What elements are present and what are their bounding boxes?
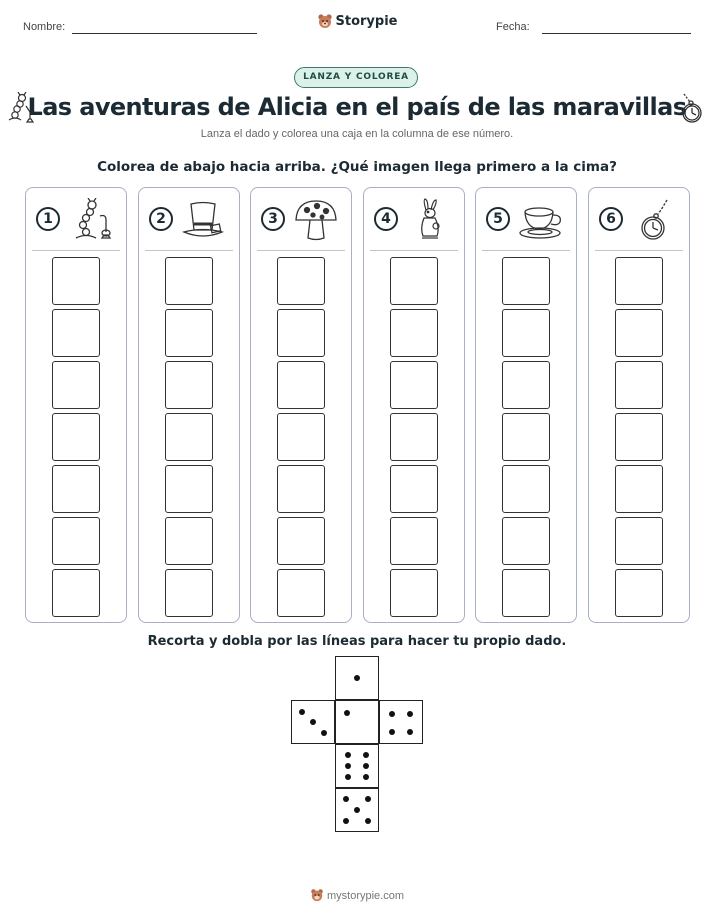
color-box[interactable] [502, 309, 550, 357]
pip [363, 752, 369, 758]
color-box[interactable] [52, 413, 100, 461]
brand-logo [0, 13, 714, 33]
column-number: 4 [374, 207, 398, 231]
column-number: 3 [261, 207, 285, 231]
footer [0, 888, 714, 905]
die-face-4 [379, 700, 423, 744]
subtitle: Lanza el dado y colorea una caja en la columna de ese número. [200, 128, 514, 140]
color-box[interactable] [615, 309, 663, 357]
cut-instruction: Recorta y dobla por las líneas para hacer tu propio dado. [147, 634, 567, 649]
color-box[interactable] [502, 569, 550, 617]
column-divider [145, 250, 233, 251]
column-number: 5 [486, 207, 510, 231]
pocket-watch-icon [631, 198, 677, 242]
top-hat-icon [181, 198, 227, 242]
color-box[interactable] [277, 361, 325, 409]
name-line[interactable] [72, 33, 257, 34]
color-box[interactable] [277, 569, 325, 617]
column-number: 1 [36, 207, 60, 231]
color-box[interactable] [390, 569, 438, 617]
name-label: Nombre: [23, 21, 66, 33]
color-box[interactable] [390, 309, 438, 357]
die-face-5 [335, 788, 379, 832]
column-divider [595, 250, 683, 251]
column-5 [475, 187, 577, 623]
pip [363, 763, 369, 769]
pip [321, 730, 327, 736]
die-face-3 [291, 700, 335, 744]
color-box[interactable] [502, 413, 550, 461]
caterpillar-hookah-icon [68, 198, 114, 242]
color-box[interactable] [165, 517, 213, 565]
color-box[interactable] [165, 309, 213, 357]
color-box[interactable] [165, 465, 213, 513]
pip [310, 719, 316, 725]
color-box[interactable] [277, 517, 325, 565]
color-box[interactable] [502, 465, 550, 513]
instruction: Colorea de abajo hacia arriba. ¿Qué imagen llega primero a la cima? [97, 159, 617, 175]
pip [407, 729, 413, 735]
column-divider [482, 250, 570, 251]
color-box[interactable] [165, 361, 213, 409]
color-box[interactable] [615, 413, 663, 461]
pip [343, 818, 349, 824]
color-box[interactable] [390, 465, 438, 513]
pip [345, 774, 351, 780]
pip [343, 796, 349, 802]
column-3 [250, 187, 352, 623]
die-face-6 [335, 744, 379, 788]
color-box[interactable] [615, 361, 663, 409]
column-divider [257, 250, 345, 251]
color-box[interactable] [52, 309, 100, 357]
pip [407, 711, 413, 717]
color-box[interactable] [52, 257, 100, 305]
bear-mascot-icon [310, 888, 324, 905]
color-box[interactable] [52, 465, 100, 513]
color-box[interactable] [390, 257, 438, 305]
pocket-watch-decoration-icon [676, 92, 706, 124]
color-box[interactable] [502, 517, 550, 565]
color-box[interactable] [390, 413, 438, 461]
column-number: 6 [599, 207, 623, 231]
page-title: Las aventuras de Alicia en el país de las maravillas [27, 93, 687, 121]
date-label: Fecha: [496, 21, 530, 33]
column-1 [25, 187, 127, 623]
activity-badge: LANZA Y COLOREA [294, 67, 418, 88]
pip [299, 709, 305, 715]
column-6 [588, 187, 690, 623]
color-box[interactable] [52, 569, 100, 617]
color-box[interactable] [615, 569, 663, 617]
pip [365, 796, 371, 802]
color-box[interactable] [615, 517, 663, 565]
color-box[interactable] [165, 413, 213, 461]
column-number: 2 [149, 207, 173, 231]
color-box[interactable] [165, 569, 213, 617]
color-box[interactable] [502, 257, 550, 305]
pip [363, 774, 369, 780]
column-2 [138, 187, 240, 623]
footer-url[interactable]: mystorypie.com [326, 890, 405, 902]
pip [354, 675, 360, 681]
color-box[interactable] [390, 517, 438, 565]
color-box[interactable] [165, 257, 213, 305]
color-box[interactable] [615, 465, 663, 513]
color-box[interactable] [52, 361, 100, 409]
pip [389, 729, 395, 735]
color-box[interactable] [502, 361, 550, 409]
color-box[interactable] [277, 309, 325, 357]
color-box[interactable] [277, 257, 325, 305]
pip [345, 763, 351, 769]
date-line[interactable] [542, 33, 691, 34]
brand-name: Storypie [335, 14, 398, 29]
color-box[interactable] [615, 257, 663, 305]
teacup-icon [518, 198, 564, 242]
pip [354, 807, 360, 813]
column-divider [370, 250, 458, 251]
die-face-1 [335, 656, 379, 700]
die-face-1 [335, 700, 379, 744]
color-box[interactable] [390, 361, 438, 409]
bear-mascot-icon [317, 13, 333, 33]
color-box[interactable] [277, 413, 325, 461]
column-divider [32, 250, 120, 251]
color-box[interactable] [277, 465, 325, 513]
pip [345, 752, 351, 758]
pip [389, 711, 395, 717]
mushroom-icon [293, 198, 339, 242]
column-4 [363, 187, 465, 623]
pip [344, 710, 350, 716]
color-box[interactable] [52, 517, 100, 565]
pip [365, 818, 371, 824]
white-rabbit-icon [406, 198, 452, 242]
